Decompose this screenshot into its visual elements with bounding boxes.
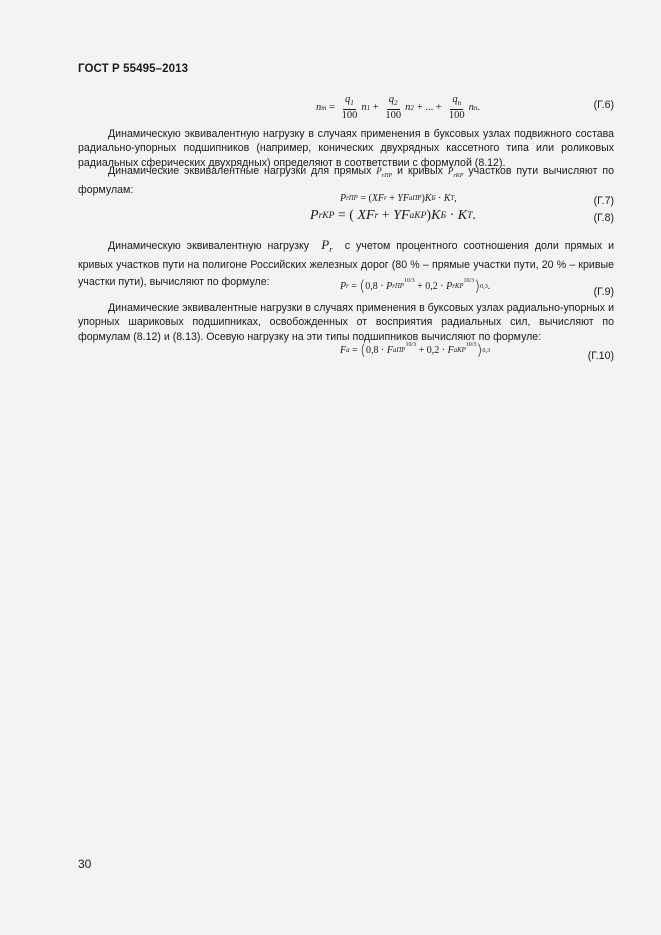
equation-number-g7: (Г.7)	[593, 195, 614, 207]
inline-symbol-p-r: $P_r$	[314, 237, 333, 254]
paragraph-3: Динамическую эквивалентную нагрузку $P_r$ с учетом процентного соотношения доли прямых и кривых участков пути на полигоне Российских железных дорог (80 % – прямые участки пути, 20 % – кривые участки пути), вычисляют по формуле:	[78, 237, 614, 288]
paragraph-2: Динамические эквивалентные нагрузки для прямых $P_{rПР}$ и кривых $P_{rКР}$ участков пути вычисляют по формулам:	[78, 165, 614, 197]
document-header: ГОСТ Р 55495–2013	[78, 63, 189, 75]
equation-number-g9: (Г.9)	[593, 286, 614, 298]
formula-g10: F a = ( 0,8 · F aПР 10/3 + 0,2 · F aКР 10/3 ) 0,3	[340, 341, 491, 359]
paragraph-4: Динамические эквивалентные нагрузки в случаях применения в буксовых узлах радиально-упорных и упорных шариковых подшипниках, освобожденных от восприятия радиальных сил, вычисляют по формулам (8.12) и (8.13). Осевую нагрузку на эти типы подшипников вычисляют по формуле:	[78, 302, 614, 343]
formula-g8: P rКР = ( XF r + YF aКР ) K Б · K T .	[310, 208, 476, 223]
page-number: 30	[78, 857, 92, 871]
formula-g6: n m = $\frac{q_1}{100}$ n 1 + $\frac{q_2}{100}$ n 2 + ... + $\frac{q_n}{100}$ n n .	[316, 94, 481, 121]
formula-g7: P rПР = ( XF r + YF aПР ) K Б · K T ,	[340, 193, 457, 204]
equation-number-g8: (Г.8)	[593, 212, 614, 224]
equation-number-g6: (Г.6)	[593, 99, 614, 111]
equation-number-g10: (Г.10)	[587, 350, 614, 362]
paragraph-1: Динамическую эквивалентную нагрузку в случаях применения в буксовых узлах подвижного состава радиально-упорных подшипников (например, конических двухрядных кассетного типа или роликовых радиальных сферических двухрядных) определяют в соответствии с формулой (8.12).	[78, 128, 614, 169]
inline-symbol-p-r-kr: $P_{rКР}$	[447, 166, 464, 179]
inline-symbol-p-r-pr: $P_{rПР}$	[376, 166, 393, 179]
formula-g9: P r = ( 0,8 · P rПР 10/3 + 0,2 · P rКР 10/3 ) 0,3 .	[340, 277, 491, 295]
